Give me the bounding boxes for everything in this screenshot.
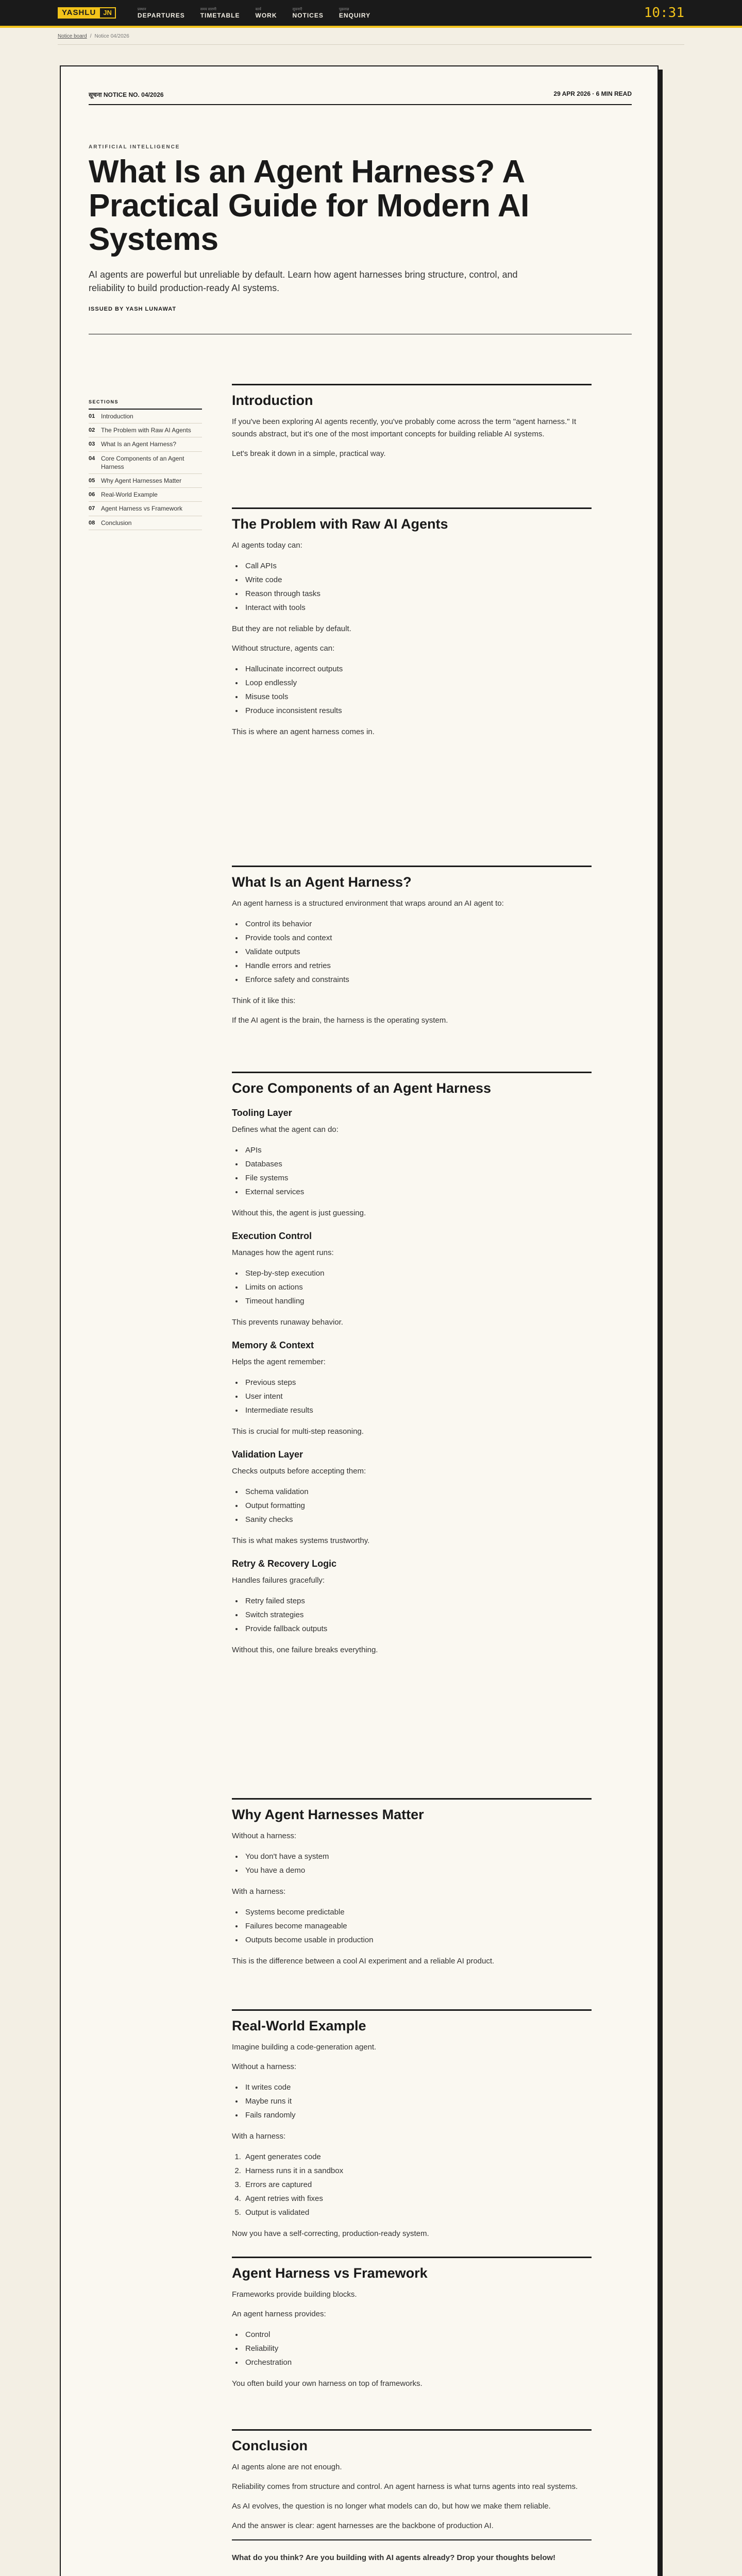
list-item: • Maybe runs it <box>243 2094 592 2108</box>
section-heading: The Problem with Raw AI Agents <box>232 516 448 532</box>
bullet-list <box>243 1376 592 1417</box>
nav-hi-label: समय सारणी <box>200 7 216 11</box>
bullet-list <box>243 917 592 987</box>
nav-label: WORK <box>255 11 277 19</box>
nav-label: NOTICES <box>292 11 324 19</box>
paragraph: You often build your own harness on top of frameworks. <box>232 2379 423 2388</box>
list-item: • Intermediate results <box>243 1403 592 1417</box>
list-item: • APIs <box>243 1143 592 1157</box>
list-item: • Misuse tools <box>243 690 592 704</box>
list-item: • You have a demo <box>243 1863 592 1877</box>
toc-label: Agent Harness vs Framework <box>101 505 183 513</box>
nav-label: TIMETABLE <box>200 11 240 19</box>
numbered-list <box>243 2150 592 2219</box>
section-core-components <box>232 1072 592 1664</box>
paragraph: Frameworks provide building blocks. <box>232 2290 357 2299</box>
section-introduction <box>232 384 592 467</box>
toc-title: SECTIONS <box>89 399 202 410</box>
bullet-list <box>243 2328 592 2369</box>
nav-departures[interactable] <box>138 8 185 19</box>
toc-item[interactable] <box>89 502 202 516</box>
page-subtitle: AI agents are powerful but unreliable by default. Learn how agent harnesses bring structure, control, and reliability to build production-ready AI systems. <box>89 269 518 294</box>
paragraph: Manages how the agent runs: <box>232 1248 334 1258</box>
list-item: • Produce inconsistent results <box>243 704 592 718</box>
toc-number: 07 <box>89 505 95 512</box>
nav-hi-label: प्रस्थान <box>137 7 146 11</box>
toc-item[interactable] <box>89 474 202 488</box>
paragraph: If the AI agent is the brain, the harness is the operating system. <box>232 1016 448 1025</box>
bullet-list <box>243 662 592 718</box>
list-item: • Timeout handling <box>243 1294 592 1308</box>
nav-enquiry[interactable] <box>339 8 370 19</box>
nav-hi-label: पूछताछ <box>339 7 349 11</box>
list-item: • Switch strategies <box>243 1608 592 1622</box>
list-item: • Call APIs <box>243 559 592 573</box>
nav-label: ENQUIRY <box>339 11 371 19</box>
section-conclusion <box>232 2429 592 2571</box>
toc-label: Introduction <box>101 413 133 420</box>
nav-label: DEPARTURES <box>137 11 185 19</box>
notice-card <box>60 65 659 2576</box>
paragraph: AI agents today can: <box>232 541 302 550</box>
notice-content <box>89 90 632 2563</box>
list-item: • Provide fallback outputs <box>243 1622 592 1636</box>
list-item: • User intent <box>243 1389 592 1403</box>
section-problem <box>232 507 592 745</box>
paragraph: This is the difference between a cool AI experiment and a reliable AI product. <box>232 1957 495 1966</box>
list-item: • Validate outputs <box>243 945 592 959</box>
list-item: • Write code <box>243 573 592 587</box>
list-item: • Interact with tools <box>243 601 592 615</box>
paragraph: Without this, one failure breaks everything. <box>232 1646 378 1655</box>
list-item: • Control its behavior <box>243 917 592 931</box>
subsection-heading: Memory & Context <box>232 1340 314 1351</box>
subsection-heading: Validation Layer <box>232 1449 303 1460</box>
toc-label: Why Agent Harnesses Matter <box>101 477 182 484</box>
toc-number: 02 <box>89 427 95 434</box>
list-item: • You don't have a system <box>243 1850 592 1863</box>
toc-number: 06 <box>89 492 95 498</box>
logo-mark: JN <box>99 7 116 19</box>
toc-item[interactable] <box>89 516 202 530</box>
paragraph: This is where an agent harness comes in. <box>232 727 375 737</box>
list-item: • Orchestration <box>243 2355 592 2369</box>
paragraph: Checks outputs before accepting them: <box>232 1467 366 1476</box>
list-item: • Step-by-step execution <box>243 1266 592 1280</box>
list-item: 1. Agent generates code <box>243 2150 592 2164</box>
main-nav <box>138 8 370 19</box>
list-item: • Output formatting <box>243 1499 592 1513</box>
nav-work[interactable] <box>256 8 277 19</box>
bullet-list <box>243 2080 592 2122</box>
list-item: • External services <box>243 1185 592 1199</box>
station-clock: 10:31 <box>644 5 684 21</box>
toc-label: Core Components of an Agent Harness <box>101 454 184 470</box>
paragraph: Imagine building a code-generation agent. <box>232 2043 377 2052</box>
paragraph: With a harness: <box>232 1887 286 1896</box>
list-item: • Sanity checks <box>243 1513 592 1527</box>
paragraph: But they are not reliable by default. <box>232 624 351 634</box>
toc-item[interactable] <box>89 437 202 451</box>
list-item: 4. Agent retries with fixes <box>243 2192 592 2206</box>
list-item: • Systems become predictable <box>243 1905 592 1919</box>
list-item: • Databases <box>243 1157 592 1171</box>
bullet-list <box>243 1594 592 1636</box>
list-item: • Fails randomly <box>243 2108 592 2122</box>
list-item: 2. Harness runs it in a sandbox <box>243 2164 592 2178</box>
notice-header <box>89 90 632 105</box>
paragraph: Without a harness: <box>232 1832 297 1841</box>
toc-label: The Problem with Raw AI Agents <box>101 427 191 434</box>
paragraph: Without this, the agent is just guessing. <box>232 1209 366 1218</box>
category-label: ARTIFICIAL INTELLIGENCE <box>89 144 180 150</box>
list-item: • Retry failed steps <box>243 1594 592 1608</box>
toc-number: 05 <box>89 477 95 484</box>
list-item: • Hallucinate incorrect outputs <box>243 662 592 676</box>
paragraph: This prevents runaway behavior. <box>232 1318 343 1327</box>
paragraph: Reliability comes from structure and control. An agent harness is what turns agents into real systems. <box>232 2482 578 2492</box>
toc-label: Real-World Example <box>101 491 158 499</box>
toc-item[interactable] <box>89 488 202 502</box>
table-of-contents <box>89 399 202 530</box>
toc-label: Conclusion <box>101 519 132 527</box>
section-heading: Core Components of an Agent Harness <box>232 1080 492 1096</box>
paragraph: Defines what the agent can do: <box>232 1125 339 1134</box>
section-why-matter <box>232 1798 592 1975</box>
bullet-list <box>243 1850 592 1877</box>
paragraph: Without structure, agents can: <box>232 644 335 653</box>
toc-item[interactable] <box>89 410 202 423</box>
bullet-list <box>243 1266 592 1308</box>
breadcrumb-separator: / <box>90 33 92 39</box>
author-line: ISSUED BY YASH LUNAWAT <box>89 306 177 313</box>
nav-hi-label: कार्य <box>255 7 261 11</box>
section-heading: Real-World Example <box>232 2018 366 2033</box>
section-heading: Introduction <box>232 393 313 408</box>
paragraph: Think of it like this: <box>232 996 296 1006</box>
paragraph: If you've been exploring AI agents recently, you've probably come across the term "agent harness." It sounds abstract, but it's one of the most important concepts for building reliable AI systems. <box>232 417 577 439</box>
notice-meta: 29 APR 2026 · 6 MIN READ <box>553 90 632 97</box>
bullet-list <box>243 1143 592 1199</box>
paragraph: As AI evolves, the question is no longer what models can do, but how we make them reliable. <box>232 2502 551 2511</box>
top-navigation-bar <box>0 0 742 26</box>
list-item: • It writes code <box>243 2080 592 2094</box>
divider <box>58 44 684 45</box>
breadcrumb-current: Notice 04/2026 <box>94 33 129 39</box>
breadcrumb-home-link[interactable]: Notice board <box>58 33 87 39</box>
breadcrumb <box>0 28 742 44</box>
bullet-list <box>243 1905 592 1947</box>
toc-number: 03 <box>89 441 95 448</box>
list-item: 5. Output is validated <box>243 2206 592 2219</box>
section-heading: Agent Harness vs Framework <box>232 2265 428 2281</box>
subsection-heading: Tooling Layer <box>232 1108 292 1118</box>
toc-number: 04 <box>89 455 95 462</box>
list-item: • Enforce safety and constraints <box>243 973 592 987</box>
paragraph: Helps the agent remember: <box>232 1358 326 1367</box>
list-item: • Reason through tasks <box>243 587 592 601</box>
paragraph: AI agents alone are not enough. <box>232 2463 342 2472</box>
subsection-heading: Execution Control <box>232 1231 312 1242</box>
paragraph: And the answer is clear: agent harnesses are the backbone of production AI. <box>232 2521 494 2531</box>
list-item: • Schema validation <box>243 1485 592 1499</box>
call-to-action <box>232 2539 592 2564</box>
list-item: • File systems <box>243 1171 592 1185</box>
paragraph: Handles failures gracefully: <box>232 1576 325 1585</box>
section-heading: What Is an Agent Harness? <box>232 874 412 890</box>
section-harness-vs-framework <box>232 2257 592 2397</box>
toc-number: 01 <box>89 413 95 419</box>
bullet-list <box>243 559 592 615</box>
list-item: • Limits on actions <box>243 1280 592 1294</box>
section-heading: Why Agent Harnesses Matter <box>232 1807 424 1822</box>
page-title: What Is an Agent Harness? A Practical Guide for Modern AI Systems <box>89 154 529 258</box>
bullet-list <box>243 1485 592 1527</box>
paragraph: Let's break it down in a simple, practical way. <box>232 449 386 459</box>
section-heading: Conclusion <box>232 2438 308 2453</box>
list-item: • Control <box>243 2328 592 2342</box>
notice-number: सूचना NOTICE NO. 04/2026 <box>89 91 164 98</box>
paragraph: This is what makes systems trustworthy. <box>232 1536 370 1546</box>
list-item: • Provide tools and context <box>243 931 592 945</box>
list-item: • Previous steps <box>243 1376 592 1389</box>
list-item: 3. Errors are captured <box>243 2178 592 2192</box>
nav-notices[interactable] <box>293 8 324 19</box>
nav-timetable[interactable] <box>200 8 240 19</box>
paragraph: With a harness: <box>232 2132 286 2141</box>
section-real-world-example <box>232 2009 592 2247</box>
logo-name: YASHLU <box>58 7 99 19</box>
paragraph: Without a harness: <box>232 2062 297 2072</box>
list-item: • Failures become manageable <box>243 1919 592 1933</box>
paragraph: An agent harness is a structured environment that wraps around an AI agent to: <box>232 899 504 908</box>
toc-label: What Is an Agent Harness? <box>101 440 177 448</box>
site-logo[interactable] <box>58 7 116 19</box>
toc-item[interactable] <box>89 452 202 474</box>
paragraph: Now you have a self-correcting, production-ready system. <box>232 2229 429 2239</box>
list-item: • Outputs become usable in production <box>243 1933 592 1947</box>
list-item: • Loop endlessly <box>243 676 592 690</box>
paragraph: An agent harness provides: <box>232 2310 326 2319</box>
list-item: • Reliability <box>243 2342 592 2355</box>
toc-number: 08 <box>89 519 95 526</box>
nav-hi-label: सूचनाएँ <box>292 7 302 11</box>
cta-text: What do you think? Are you building with AI agents already? Drop your thoughts below! <box>232 2553 556 2563</box>
section-what-is <box>232 866 592 1034</box>
paragraph: This is crucial for multi-step reasoning. <box>232 1427 364 1436</box>
list-item: • Handle errors and retries <box>243 959 592 973</box>
subsection-heading: Retry & Recovery Logic <box>232 1558 337 1569</box>
toc-item[interactable] <box>89 423 202 437</box>
